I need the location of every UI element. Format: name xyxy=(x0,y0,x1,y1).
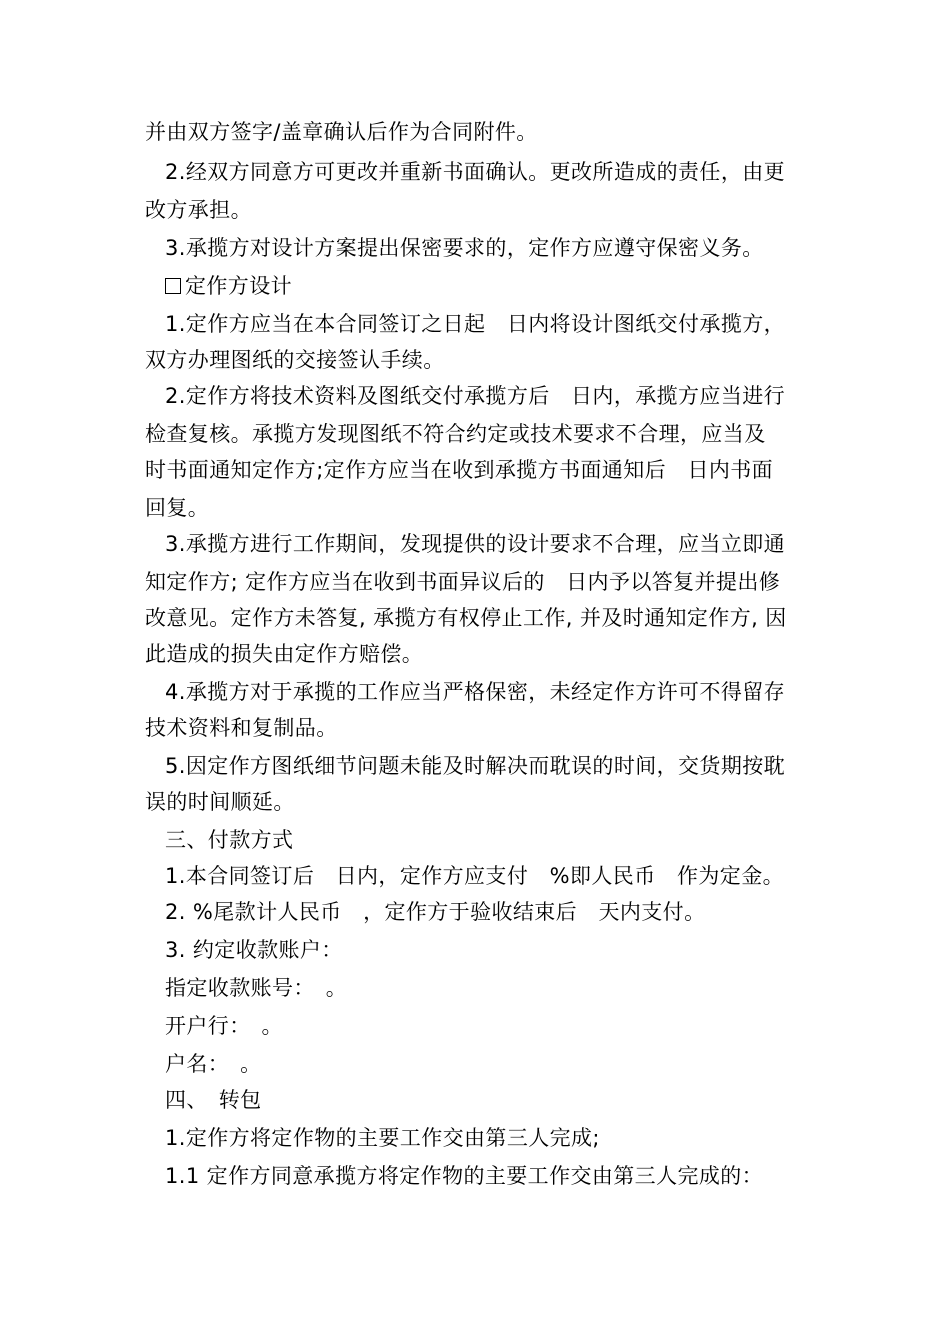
checkbox-icon xyxy=(165,278,181,294)
text-line: 2. %尾款计人民币 ，定作方于验收结束后 天内支付。 xyxy=(165,900,706,924)
text-line: 4.承揽方对于承揽的工作应当严格保密，未经定作方许可不得留存 xyxy=(165,680,786,704)
text-line: 双方办理图纸的交接签认手续。 xyxy=(145,348,445,372)
text-line: 2.定作方将技术资料及图纸交付承揽方后 日内，承揽方应当进行 xyxy=(165,384,786,408)
text-line: 改意见。定作方未答复, 承揽方有权停止工作, 并及时通知定作方, 因 xyxy=(145,606,787,630)
text-line: 知定作方; 定作方应当在收到书面异议后的 日内予以答复并提出修 xyxy=(145,570,781,594)
text-line: 1.1 定作方同意承揽方将定作物的主要工作交由第三人完成的： xyxy=(165,1164,764,1188)
text-line: 1.定作方将定作物的主要工作交由第三人完成; xyxy=(165,1126,600,1150)
text-line: 1.本合同签订后 日内，定作方应支付 %即人民币 作为定金。 xyxy=(165,864,784,888)
text-line: 3.承揽方对设计方案提出保密要求的，定作方应遵守保密义务。 xyxy=(165,236,764,260)
text-line: 检查复核。承揽方发现图纸不符合约定或技术要求不合理，应当及 xyxy=(145,422,766,446)
text-line: 时书面通知定作方;定作方应当在收到承揽方书面通知后 日内书面 xyxy=(145,458,774,482)
text-line: 技术资料和复制品。 xyxy=(145,716,338,740)
text-line: 户名： 。 xyxy=(165,1052,262,1076)
text-line: 开户行： 。 xyxy=(165,1014,283,1038)
text-line: 2.经双方同意方可更改并重新书面确认。更改所造成的责任，由更 xyxy=(165,160,786,184)
section-heading: 三、付款方式 xyxy=(165,828,294,852)
text-line: 3. 约定收款账户： xyxy=(165,938,343,962)
text-line: 1.定作方应当在本合同签订之日起 日内将设计图纸交付承揽方， xyxy=(165,312,786,336)
text-line: 回复。 xyxy=(145,496,210,520)
text-line: 5.因定作方图纸细节问题未能及时解决而耽误的时间，交货期按耽 xyxy=(165,754,786,778)
section-heading: 四、 转包 xyxy=(165,1088,262,1112)
text-line: 误的时间顺延。 xyxy=(145,790,295,814)
section-heading: 定作方设计 xyxy=(165,272,810,300)
text-line: 指定收款账号： 。 xyxy=(165,976,348,1000)
text-line: 此造成的损失由定作方赔偿。 xyxy=(145,642,424,666)
text-line: 改方承担。 xyxy=(145,198,252,222)
text-line: 并由双方签字/盖章确认后作为合同附件。 xyxy=(145,120,538,144)
text-line: 3.承揽方进行工作期间，发现提供的设计要求不合理，应当立即通 xyxy=(165,532,786,556)
